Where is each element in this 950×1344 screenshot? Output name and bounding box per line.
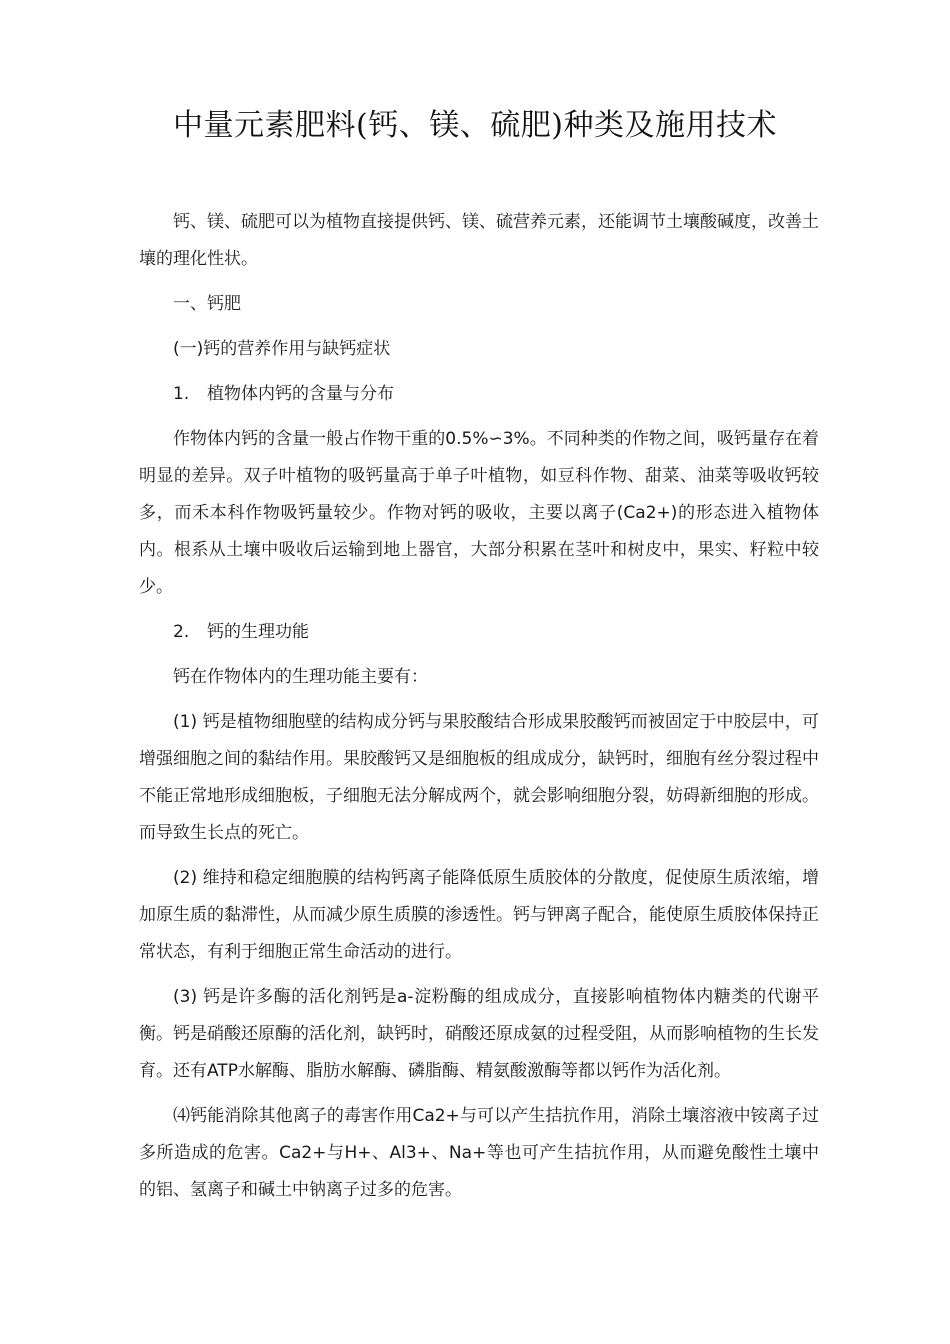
calcium-content-paragraph: 作物体内钙的含量一般占作物干重的0.5%∽3%。不同种类的作物之间，吸钙量存在着明显的差异。双子叶植物的吸钙量高于单子叶植物，如豆科作物、甜菜、油菜等吸收钙较多，而禾本科作物吸钙量较少。作物对钙的吸收，主要以离子(Ca2+)的形态进入植物体内。根系从土壤中吸收后运输到地上器官，大部分积累在茎叶和树皮中，果实、籽粒中较少。 — [139, 429, 819, 597]
item-heading-physiological-function — [139, 614, 819, 651]
intro-paragraph: 钙、镁、硫肥可以为植物直接提供钙、镁、硫营养元素，还能调节土壤酸碱度，改善土壤的理化性状。 — [139, 212, 819, 269]
subsection-heading-calcium-nutrition: (一)钙的营养作用与缺钙症状 — [173, 339, 391, 359]
functions-intro-paragraph: 钙在作物体内的生理功能主要有： — [173, 667, 428, 687]
section-heading-calcium-fertilizer: 一、钙肥 — [173, 294, 241, 314]
function-paragraph-4: ⑷钙能消除其他离子的毒害作用Ca2+与可以产生拮抗作用，消除土壤溶液中铵离子过多所造成的危害。Ca2+与H+、Al3+、Na+等也可产生拮抗作用，从而避免酸性土壤中的铝、氢离子和碱土中钠离子过多的危害。 — [139, 1106, 819, 1200]
document-title: 中量元素肥料(钙、镁、硫肥)种类及施用技术 — [173, 108, 777, 143]
function-paragraph-2: (2) 维持和稳定细胞膜的结构钙离子能降低原生质胶体的分散度，促使原生质浓缩，增加原生质的黏滞性，从而减少原生质膜的渗透性。钙与钾离子配合，能使原生质胶体保持正常状态，有利于细胞正常生命活动的进行。 — [139, 868, 819, 962]
item-heading-text: 植物体内钙的含量与分布 — [207, 384, 394, 404]
document-body — [139, 204, 819, 1217]
function-paragraph-3: (3) 钙是许多酶的活化剂钙是a-淀粉酶的组成成分，直接影响植物体内糖类的代谢平衡。钙是硝酸还原酶的活化剂，缺钙时，硝酸还原成氨的过程受阻，从而影响植物的生长发育。还有ATP水解酶、脂肪水解酶、磷脂酶、精氨酸激酶等都以钙作为活化剂。 — [139, 987, 819, 1081]
function-paragraph-1: (1) 钙是植物细胞壁的结构成分钙与果胶酸结合形成果胶酸钙而被固定于中胶层中，可增强细胞之间的黏结作用。果胶酸钙又是细胞板的组成成分，缺钙时，细胞有丝分裂过程中不能正常地形成细胞板，子细胞无法分解成两个，就会影响细胞分裂，妨碍新细胞的形成。而导致生长点的死亡。 — [139, 712, 819, 843]
item-heading-text: 钙的生理功能 — [207, 622, 309, 642]
item-heading-calcium-content — [139, 376, 819, 413]
item-number: 1. — [173, 384, 190, 404]
item-number: 2. — [173, 622, 190, 642]
